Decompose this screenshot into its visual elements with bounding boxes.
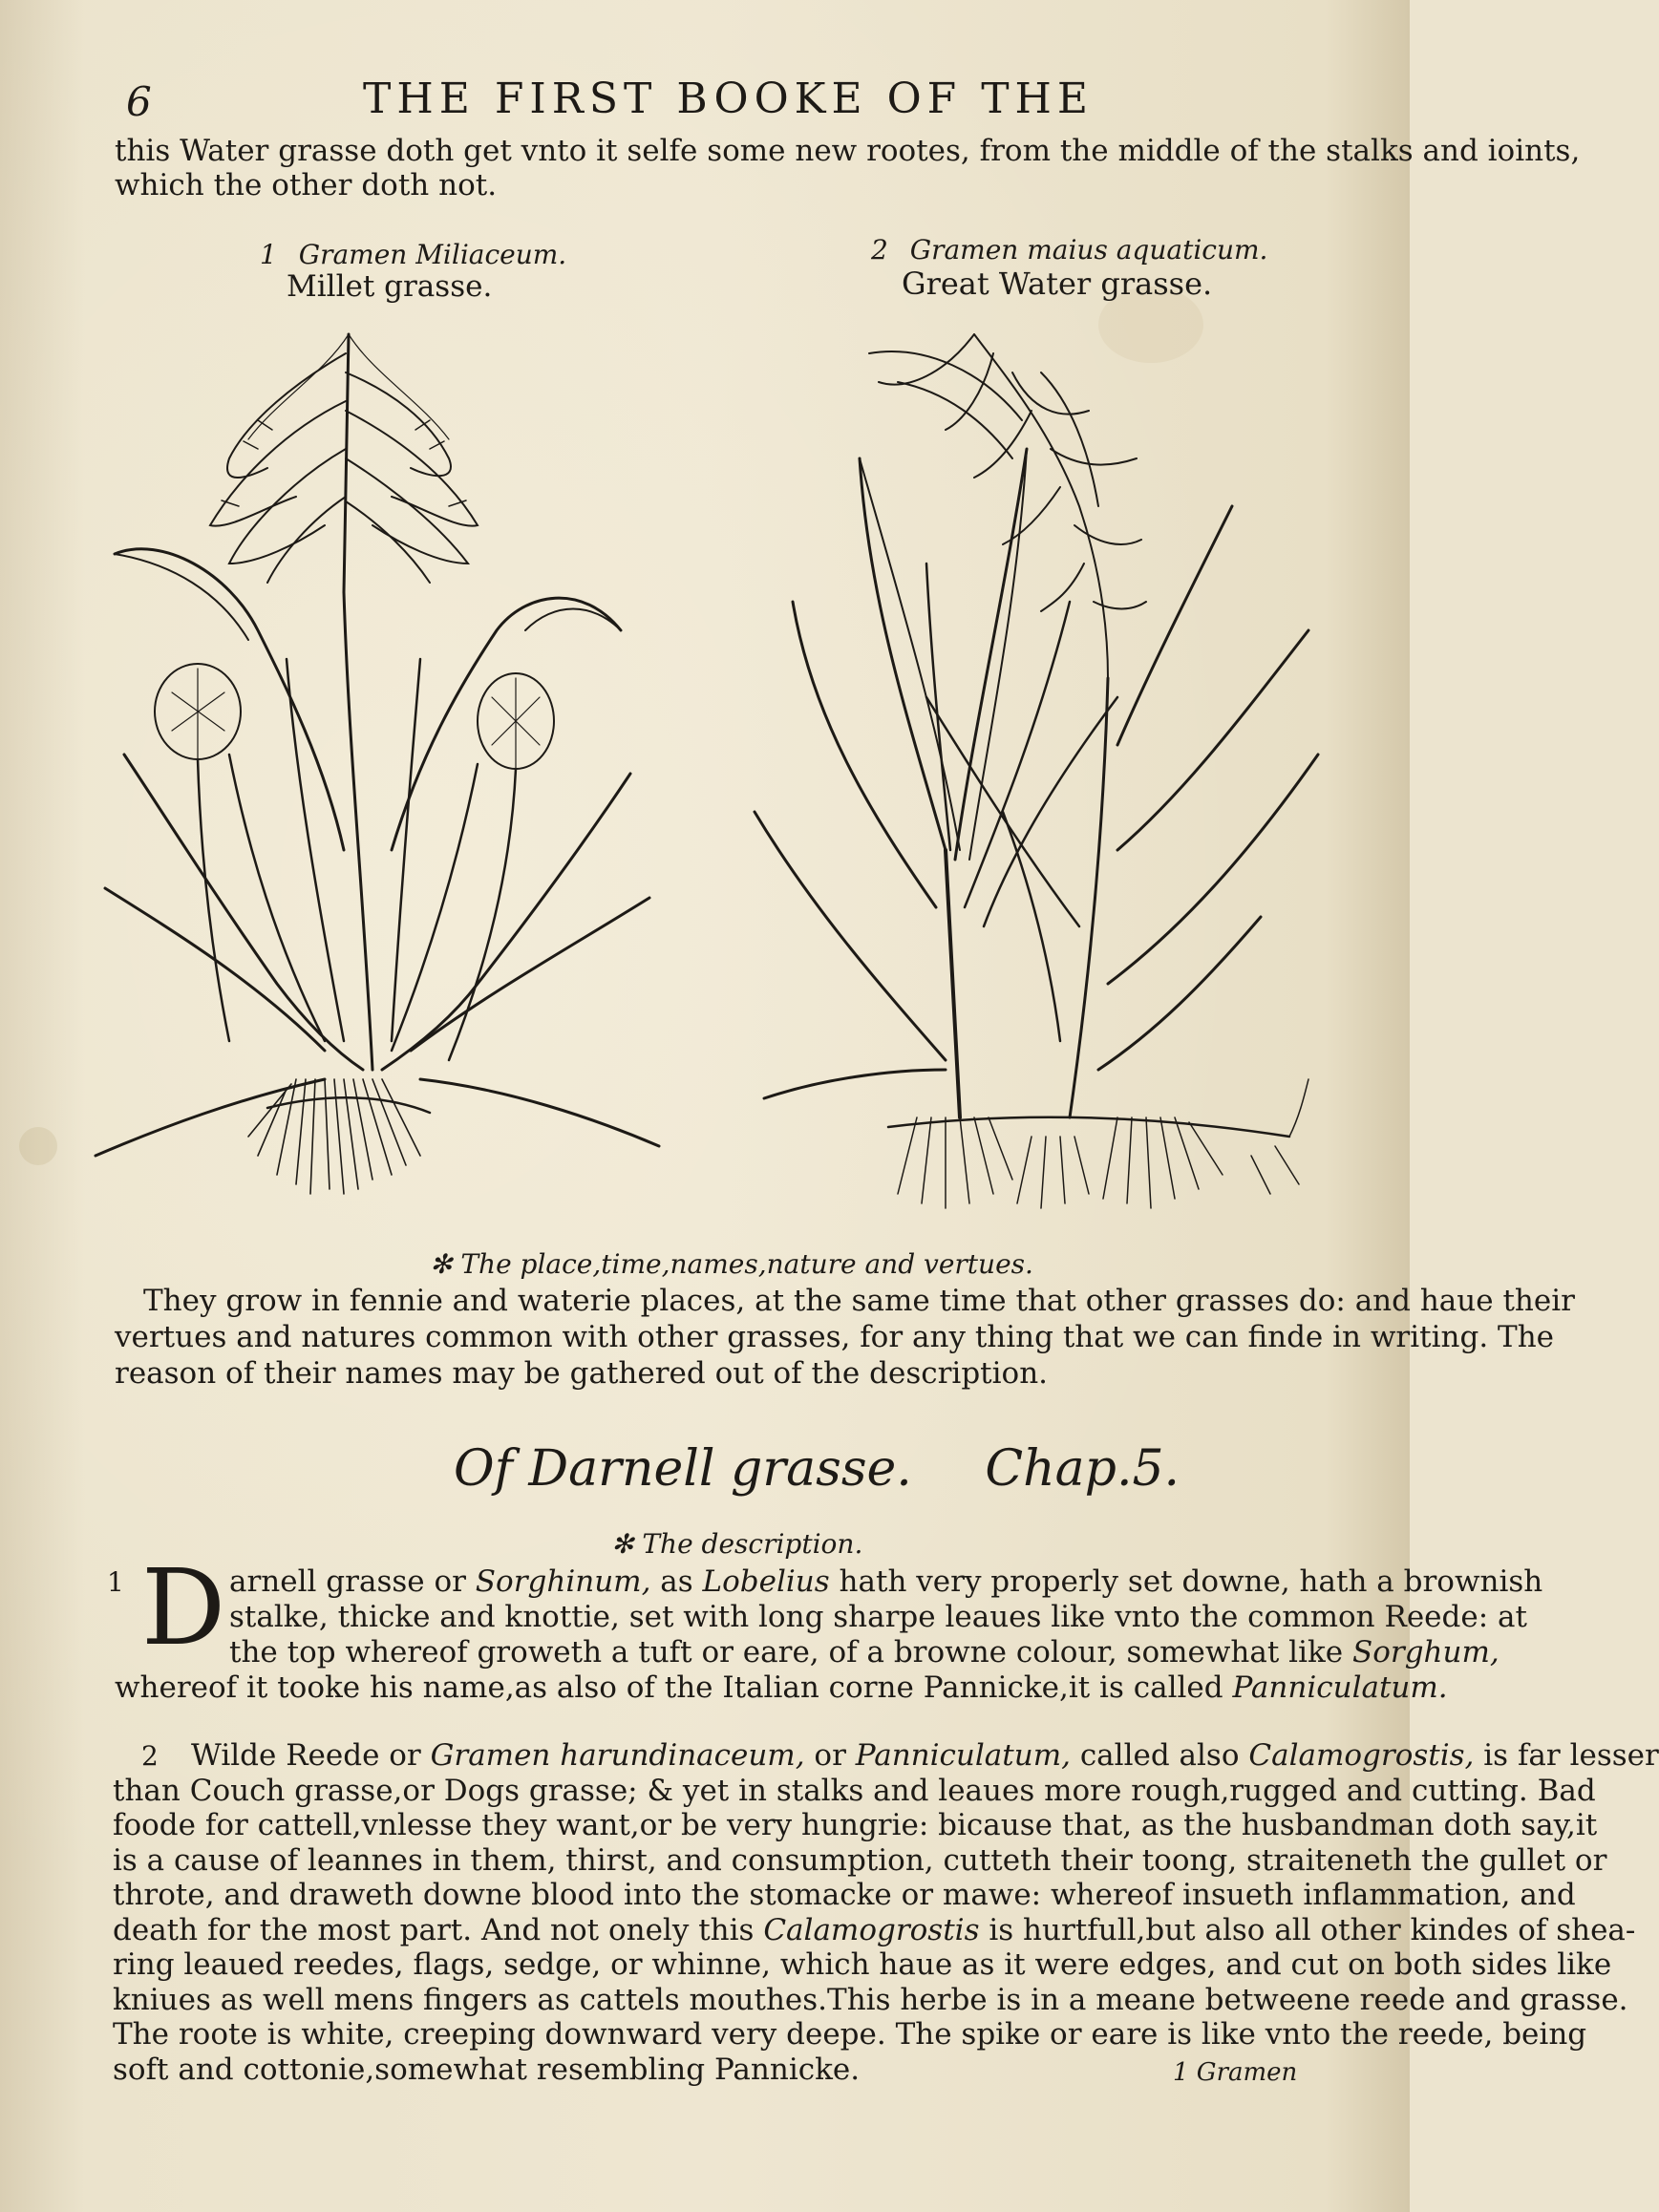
great-water-grass-woodcut — [755, 315, 1328, 1232]
italic-term: Calamogrostis, — [1248, 1738, 1475, 1773]
text-run: or — [804, 1738, 856, 1773]
text-run: soft and cottonie,somewhat resembling Pannicke. — [113, 2052, 861, 2087]
drop-cap: D — [141, 1546, 226, 1669]
italic-term: Sorghinum, — [475, 1564, 651, 1599]
description-heading: ✻ The description. — [611, 1528, 863, 1560]
main-panicle — [210, 334, 478, 592]
figure-number: 2 — [871, 234, 888, 266]
place-line: reason of their names may be gathered out of the description. — [115, 1356, 1049, 1391]
text-run: The roote is white, creeping downward very deepe. The spike or eare is like vnto the reede, being — [113, 2017, 1587, 2052]
text-line — [191, 1738, 1659, 1773]
italic-term: Panniculatum, — [855, 1738, 1071, 1773]
paragraph-number: 2 — [141, 1740, 159, 1772]
italic-term: Panniculatum. — [1232, 1670, 1448, 1705]
figure-number: 1 — [260, 239, 277, 270]
text-run: throte, and draweth downe blood into the stomacke or mawe: whereof insueth inflammation, and — [113, 1878, 1576, 1912]
text-run: foode for cattell,vnlesse they want,or be very hungrie: bicause that, as the husbandman doth say,it — [113, 1808, 1598, 1842]
paragraph-number: 1 — [107, 1566, 124, 1598]
running-title: THE FIRST BOOKE OF THE — [363, 74, 1095, 123]
text-run: stalke, thicke and knottie, set with long sharpe leaues like vnto the common Reede: at — [229, 1600, 1527, 1634]
text-line — [113, 1913, 1635, 1947]
millet-grass-woodcut — [105, 315, 659, 1213]
text-line — [113, 1983, 1628, 2017]
text-run: Wilde Reede or — [191, 1738, 431, 1773]
page-number: 6 — [126, 78, 152, 125]
text-line — [229, 1635, 1499, 1670]
text-run: called also — [1070, 1738, 1249, 1773]
figure-2-caption-english: Great Water grasse. — [902, 266, 1213, 302]
text-line — [113, 1878, 1576, 1912]
text-run: ring leaued reedes, flags, sedge, or whinne, which haue as it were edges, and cut on both sides like — [113, 1947, 1612, 1982]
text-line — [229, 1564, 1542, 1599]
text-line — [229, 1600, 1527, 1634]
place-line: vertues and natures common with other grasses, for any thing that we can finde in writing. The — [115, 1320, 1555, 1354]
chapter-number: Chap.5. — [985, 1440, 1180, 1498]
text-run: whereof it tooke his name,as also of the Italian corne Pannicke,it is called — [115, 1670, 1233, 1705]
text-run: is far lesser — [1474, 1738, 1659, 1773]
figure-1-caption-english: Millet grasse. — [287, 269, 493, 304]
chapter-name: Of Darnell grasse. — [454, 1440, 912, 1498]
text-line — [113, 2052, 860, 2087]
text-run: than Couch grasse,or Dogs grasse; & yet in stalks and leaues more rough,rugged and cutting. Bad — [113, 1773, 1596, 1808]
text-run: as — [650, 1564, 703, 1599]
figure-2-caption-latin — [871, 234, 1267, 266]
text-line — [113, 1808, 1597, 1842]
text-run: arnell grasse or — [229, 1564, 476, 1599]
figure-latin-name: Gramen Miliaceum. — [298, 239, 567, 270]
italic-term: Calamogrostis — [763, 1912, 980, 1947]
text-run: is a cause of leannes in them, thirst, and consumption, cutteth their toong, straiteneth the gullet or — [113, 1842, 1607, 1878]
text-run: hath very properly set downe, hath a brownish — [829, 1564, 1543, 1599]
text-run: death for the most part. And not onely this — [113, 1912, 764, 1947]
text-line — [115, 1670, 1448, 1705]
chapter-title — [454, 1440, 1180, 1498]
text-run: the top whereof groweth a tuft or eare, of a browne colour, somewhat like — [229, 1635, 1352, 1670]
place-section-heading: ✻ The place,time,names,nature and vertues. — [430, 1248, 1033, 1280]
intro-line: this Water grasse doth get vnto it selfe some new rootes, from the middle of the stalks and ioints, — [115, 134, 1581, 168]
italic-term: Gramen harundinaceum, — [430, 1738, 805, 1773]
place-line: They grow in fennie and waterie places, at the same time that other grasses do: and haue their — [143, 1284, 1575, 1318]
italic-term: Sorghum, — [1351, 1635, 1499, 1670]
intro-line: which the other doth not. — [115, 168, 498, 202]
text-run: kniues as well mens fingers as cattels mouthes.This herbe is in a meane betweene reede and grasse. — [113, 1982, 1628, 2017]
text-line — [113, 1843, 1606, 1878]
text-line — [113, 2017, 1586, 2052]
text-line — [113, 1774, 1596, 1808]
figure-latin-name: Gramen maius aquaticum. — [909, 234, 1268, 266]
page-header — [115, 74, 1299, 132]
text-line — [113, 1947, 1611, 1982]
figure-1-caption-latin — [260, 239, 566, 270]
text-run: is hurtfull,but also all other kindes of shea- — [979, 1912, 1636, 1947]
italic-term: Lobelius — [702, 1564, 830, 1599]
catchword: 1 Gramen — [1173, 2058, 1298, 2087]
paper-stain — [19, 1127, 57, 1165]
